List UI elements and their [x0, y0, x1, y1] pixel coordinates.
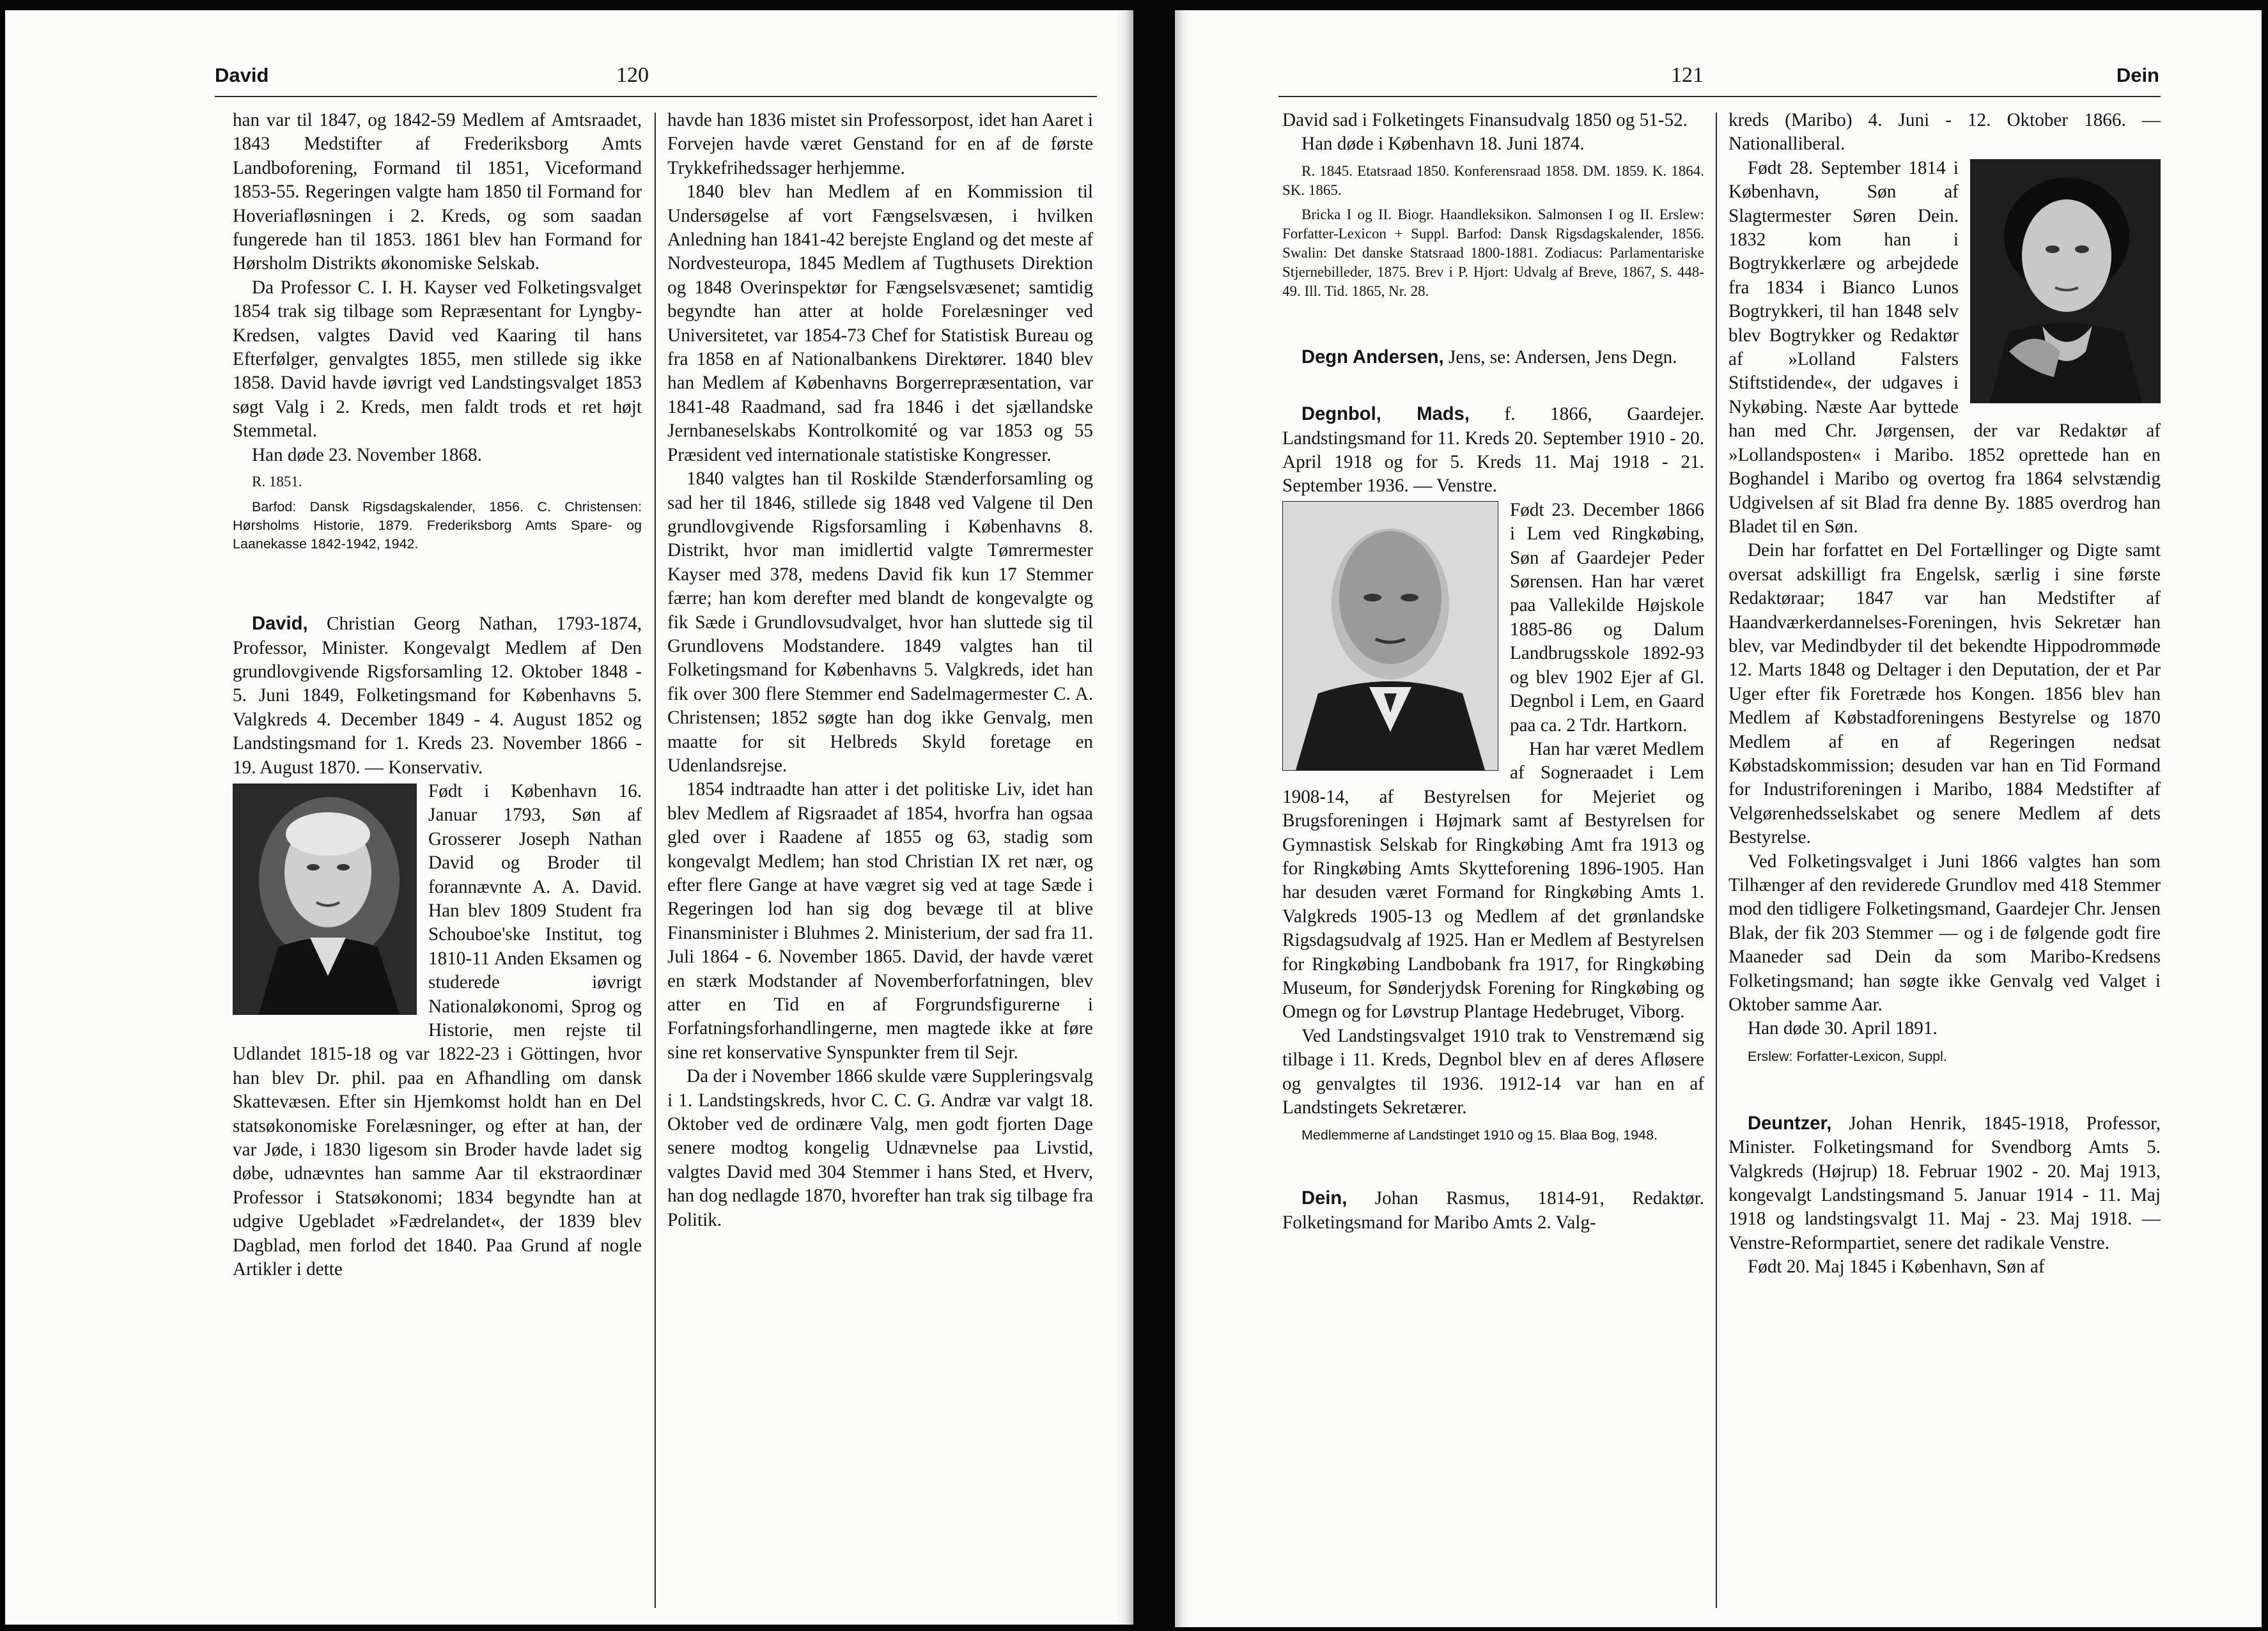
entry-heading-david: [233, 612, 642, 780]
paragraph: 1854 indtraadte han atter i det politiske Liv, idet han blev Medlem af Rigsraadet af 1854, hvorfra han ogsaa gled over i Raadene af 1855 og 63, stadig som kongevalgt Medlem; han stod Christian IX ret nær, og efter flere Gange at have vægret sig ved at tage Sæde i Regeringen lod han sig dog bevæge til at blive Finansminister i Bluhmes 2. Ministerium, der sad fra 11. Juli 1864 - 6. November 1865. David, der havde været en stærk Modstander af Novemberforfatningen, blev atter en Tid en af Forgrundsfigurerne i Forfatningsforhandlingerne, men magtede ikke at føre sine ret konservative Synspunkter frem til Sejr.: [667, 779, 1093, 1063]
portrait-photo: [1282, 501, 1498, 771]
header-rule: [1278, 96, 2161, 97]
paragraph: Født 20. Maj 1845 i København, Søn af: [1748, 1256, 2045, 1278]
orders-line: R. 1851.: [252, 474, 302, 490]
right-page-column-1: [1282, 109, 1704, 1235]
right-page: [1175, 10, 2262, 1627]
left-page: [5, 10, 1133, 1625]
portrait-photo: [233, 784, 417, 1015]
paragraph: Han døde 30. April 1891.: [1748, 1018, 1938, 1039]
entry-intro: Johan Henrik, 1845-1918, Professor, Minister. Folketingsmand for Svendborg Amts 5. Valgkreds (Højrup) 18. Februar 1902 - 20. Maj 1913, kongevalgt Landstingsmand 5. Januar 1914 - 11. Maj 1918 og landstingsvalgt 11. Maj - 23. Maj 1918. — Venstre-Reformpartiet, senere det radikale Venstre.: [1728, 1113, 2161, 1253]
entry-intro: Christian Georg Nathan, 1793-1874, Professor, Minister. Kongevalgt Medlem af Den grundlovgivende Rigsforsamling 12. Oktober 1848 - 5. Juni 1849, Folketingsmand for Københavns 5. Valgkreds 4. December 1849 - 4. August 1852 og Landstingsmand for 1. Kreds 23. November 1866 - 19. August 1870. — Konservativ.: [233, 614, 642, 778]
portrait-illustration: [233, 784, 416, 1014]
paragraph: havde han 1836 mistet sin Professorpost, idet han Aaret i Forvejen havde været Genstand for en af de første Trykkefrihedssager herhjemme.: [667, 110, 1093, 178]
entry-heading-deuntzer: [1728, 1112, 2161, 1255]
sources-line: Bricka I og II. Biogr. Haandleksikon. Salmonsen I og II. Erslew: Forfatter-Lexicon + Suppl. Barfod: Dansk Rigsdagskalender, 1856. Swalin: Det danske Statsraad 1800-1881. Zodiacus: Parlamentariske Stjernebilleder, 1875. Brev i P. Hjort: Udvalg af Breve, 1867, S. 448-49. Ill. Tid. 1865, Nr. 28.: [1282, 206, 1704, 299]
paragraph: 1840 blev han Medlem af en Kommission til Undersøgelse af vort Fængselsvæsen, i hvilken Anledning han 1841-42 berejste England og det meste af Nordvesteuropa, 1845 Medlem af Tugthusets Direktion og 1848 Overinspektør for Fængselsvæsenet; samtidig begyndte han atter at holde Forelæsninger ved Universitetet, var 1854-73 Chef for Statistisk Bureau og fra 1858 en af Nationalbankens Direktører. 1840 blev han Medlem af Københavns Borgerrepræsentation, var 1841-48 Raadmand, sad fra 1846 i det sjællandske Jernbaneselskabs Kontrolkomité og var 1853 og 55 Præsident ved internationale statistiske Kongresser.: [667, 182, 1093, 465]
header-rule: [215, 96, 1097, 97]
entry-intro: Jens, se: Andersen, Jens Degn.: [1443, 346, 1677, 367]
right-page-column-2: [1728, 109, 2161, 1279]
right-header-name: Dein: [2116, 64, 2159, 86]
entry-name: Deuntzer,: [1748, 1113, 1832, 1134]
entry-heading-degn-andersen: [1282, 346, 1704, 369]
column-rule: [655, 112, 656, 1608]
left-page-column-1: [233, 109, 642, 1281]
entry-name: Dein,: [1301, 1188, 1348, 1209]
entry-name: David,: [252, 614, 308, 635]
paragraph: Født i København 16. Januar 1793, Søn af Grosserer Joseph Nathan David og Broder til forannævnte A. A. David. Han blev 1809 Student fra Schouboe'ske Institut, tog 1810-11 Anden Eksamen og studerede iøvrigt Nationaløkonomi, Sprog og Historie, men rejste til Udlandet 1815-18 og var 1822-23 i Göttingen, hvor han blev Dr. phil. paa en Afhandling om dansk Skattevæsen. Efter sin Hjemkomst holdt han en Del statsøkonomiske Forelæsninger, og efter at han, der var Jøde, i 1830 ligesom sin Broder havde ladet sig døbe, udnævntes han samme Aar til ekstraordinær Professor i Statsøkonomi; 1834 begyndte han at udgive Ugebladet »Fædrelandet«, der 1839 blev Dagblad, men forlod det 1840. Paa Grund af nogle Artikler i dette: [233, 780, 642, 1280]
paragraph: David sad i Folketingets Finansudvalg 1850 og 51-52.: [1282, 110, 1688, 130]
portrait-photo: [1970, 159, 2161, 403]
orders-line: R. 1845. Etatsraad 1850. Konferensraad 1858. DM. 1859. K. 1864. SK. 1865.: [1282, 162, 1704, 198]
left-running-head: [215, 56, 1097, 95]
paragraph: han var til 1847, og 1842-59 Medlem af Amtsraadet, 1843 Medstifter af Frederiksborg Amts Landboforening, Formand til 1851, Viceformand 1853-55. Regeringen valgte ham 1850 til Formand for Hoveriafløsningen i 2. Kreds, og som saadan fungerede han til 1853. 1861 blev han Formand for Hørsholm Distrikts økonomiske Selskab.: [233, 110, 642, 274]
paragraph: Han døde 23. November 1868.: [252, 444, 482, 465]
left-page-column-2: [667, 109, 1093, 1232]
entry-heading-degnbol: [1282, 403, 1704, 499]
entry-intro: Johan Rasmus, 1814-91, Redaktør. Folketingsmand for Maribo Amts 2. Valg-: [1282, 1188, 1704, 1233]
left-page-number: 120: [616, 63, 649, 87]
paragraph: Ved Landstingsvalget 1910 trak to Venstremænd sig tilbage i 11. Kreds, Degnbol blev en af deres Afløsere og genvalgtes til 1936. 1912-14 var han en af Landstingets Sekretærer.: [1282, 1025, 1704, 1118]
column-rule: [1716, 112, 1717, 1608]
paragraph: Da Professor C. I. H. Kayser ved Folketingsvalget 1854 trak sig tilbage som Repræsentant for Lyngby-Kredsen, valgtes David ved Kaaring til hans Efterfølger, genvalgtes 1855, men stillede sig ikke 1858. David havde iøvrigt ved Landstingsvalget 1853 søgt Valg i 2. Kreds, men faldt trods et ret højt Stemmetal.: [233, 277, 642, 442]
page-edge-shadow: [1117, 10, 1133, 1625]
right-running-head: [1277, 56, 2159, 95]
paragraph: Ved Folketingsvalget i Juni 1866 valgtes han som Tilhænger af den reviderede Grundlov med 418 Stemmer mod den tidligere Folketingsmand, Gaardejer Chr. Jensen Blak, der fik 203 Stemmer — og i de følgende godt fire Maaneder sad Dein da som Maribo-Kredsens Folketingsmand; han søgte ikke Genvalg ved Valget i Oktober samme Aar.: [1728, 851, 2161, 1016]
left-header-name: David: [215, 64, 269, 86]
sources-line: Barfod: Dansk Rigsdagskalender, 1856. C. Christensen: Hørsholms Historie, 1879. Frederiksborg Amts Spare- og Laanekasse 1842-1942, 1942.: [233, 499, 642, 552]
paragraph: 1840 valgtes han til Roskilde Stænderforsamling og sad her til 1846, stillede sig 1848 ved Valgene til Den grundlovgivende Rigsforsamling i Københavns 8. Distrikt, hvor man imidlertid valgte Tømrermester Kayser med 378, medens David fik kun 17 Stemmer færre; han kom derefter med blandt de kongevalgte og fik Sæde i Grundlovsudvalget, hvor han sluttede sig til Grundlovens Modstandere. 1849 valgtes han til Folketingsmand for Københavns 5. Valgkreds, idet han fik over 300 flere Stemmer end Sadelmagermester C. A. Christensen; 1852 søgte han dog ikke Genvalg, men maatte for sit Helbreds Skyld foretage en Udenlandsrejse.: [667, 468, 1093, 776]
paragraph: Da der i November 1866 skulde være Suppleringsvalg i 1. Landstingskreds, hvor C. C. G. Andræ var valgt 18. Oktober ved de ordinære Valg, men godt fjorten Dage senere modtog kongelig Udnævnelse paa Livstid, valgtes David med 304 Stemmer i hans Sted, et Hverv, han dog nedlagde 1870, hvorefter han trak sig tilbage fra Politik.: [667, 1066, 1093, 1230]
portrait-illustration: [1971, 160, 2160, 403]
paragraph: kreds (Maribo) 4. Juni - 12. Oktober 1866. — Nationalliberal.: [1728, 110, 2161, 155]
paragraph: Han døde i København 18. Juni 1874.: [1301, 134, 1585, 155]
entry-heading-dein: [1282, 1187, 1704, 1235]
right-page-number: 121: [1671, 63, 1704, 87]
sources-line: Medlemmerne af Landstinget 1910 og 15. Blaa Bog, 1948.: [1301, 1127, 1658, 1143]
entry-name: Degnbol, Mads,: [1301, 404, 1470, 425]
paragraph: Født 28. September 1814 i København, Søn af Slagtermester Søren Dein. 1832 kom han i Bogtrykkerlære og arbejdede fra 1834 i Bianco Lunos Bogtrykkeri, til han 1848 selv blev Bogtrykker og Redaktør af »Lolland Falsters Stiftstidende«, der udgaves i Nykøbing. Næste Aar byttede han med Chr. Jørgensen, der var Redaktør af »Lollandsposten« i Maribo. 1852 oprettede han en Boghandel i Maribo og overtog fra 1864 selvstændig Udgivelsen af sit Blad fra denne By. 1885 overdrog han Bladet til en Søn.: [1728, 157, 2161, 537]
paragraph: Han har været Medlem af Sogneraadet i Lem 1908-14, af Bestyrelsen for Mejeriet og Brugsforeningen i Højmark samt af Bestyrelsen for Gymnastisk Selskab for Ringkøbing Amt fra 1913 og for Ringkøbing Amts Skytteforening 1896-1905. Han har desuden været Formand for Ringkøbing Amts 1. Valgkreds 1905-13 og Medlem af det grønlandske Rigsdagsudvalg af 1925. Han er Medlem af Bestyrelsen for Ringkøbing Landbobank fra 1917, for Ringkøbing Museum, for Sønderjydsk Forening for Ringkøbing og Omegn og for Løvstrup Plantage Hedebruget, Viborg.: [1282, 738, 1704, 1023]
portrait-illustration: [1283, 502, 1498, 770]
page-edge-shadow: [1175, 10, 1192, 1627]
paragraph: Dein har forfattet en Del Fortællinger og Digte samt oversat adskilligt fra Engelsk, særlig i sine første Redaktøraar; 1847 var han Medstifter af Haandværkerdannelses-Foreningen, hvis Sekretær han blev, var Medindbyder til det bekendte Hippodrommøde 12. Marts 1848 og Deltager i den Deputation, der et Par Uger efter fik Foretræde hos Kongen. 1856 blev han Medlem af Købstadforeningens Bestyrelse og 1870 Medlem af en af Regeringen nedsat Købstadskommission; desuden var han en Tid Formand for Industriforeningen i Maribo, 1884 Medstifter af Velgørenhedsselskabet og senere Medlem af dets Bestyrelse.: [1728, 540, 2161, 848]
entry-name: Degn Andersen,: [1301, 346, 1444, 367]
entry-intro: f. 1866, Gaardejer. Landstingsmand for 11. Kreds 20. September 1910 - 20. April 1918 og for 5. Kreds 11. Maj 1918 - 21. September 1936. — Venstre.: [1282, 404, 1705, 497]
paragraph: Født 23. December 1866 i Lem ved Ringkøbing, Søn af Gaardejer Peder Sørensen. Han har været paa Vallekilde Højskole 1885-86 og Dalum Landbrugsskole 1892-93 og blev 1902 Ejer af Gl. Degnbol i Lem, en Gaard paa ca. 2 Tdr. Hartkorn.: [1510, 499, 1704, 736]
sources-line: Erslew: Forfatter-Lexicon, Suppl.: [1748, 1048, 1947, 1064]
